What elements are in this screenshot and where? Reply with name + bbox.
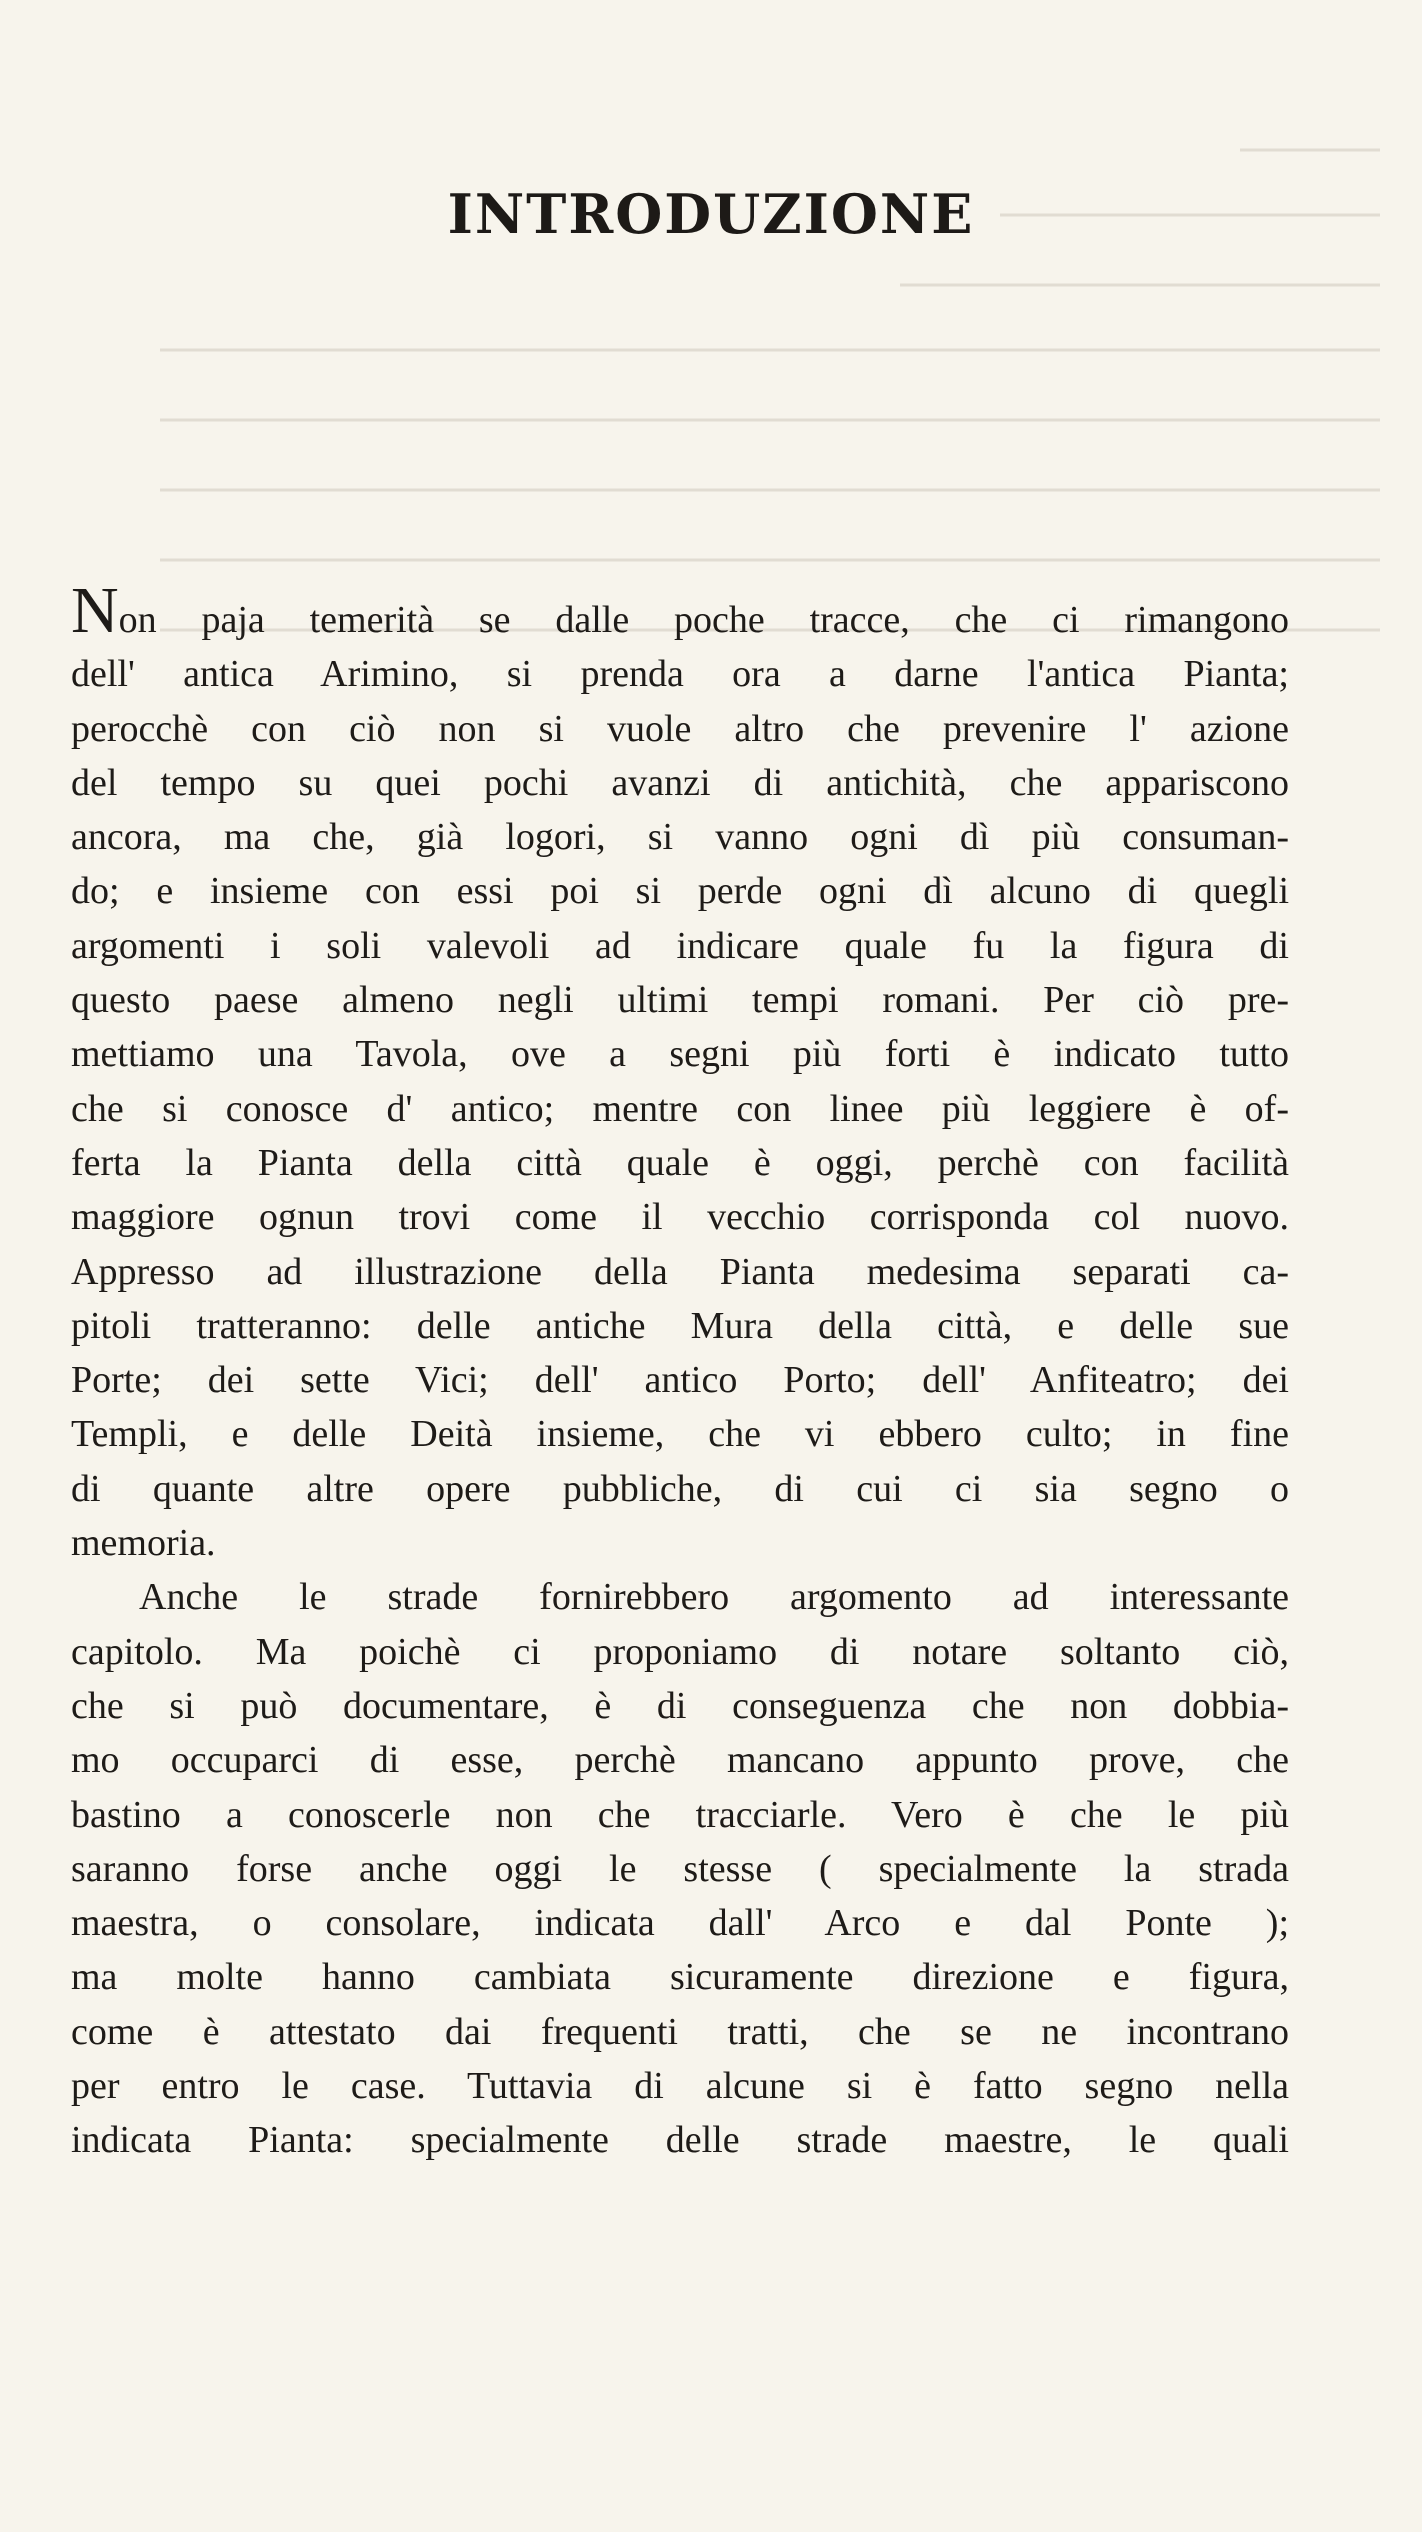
text-line: che si conosce d' antico; mentre con linee più leggiere è of- [71, 1087, 1289, 1130]
text-line: argomenti i soli valevoli ad indicare quale fu la figura di [71, 924, 1289, 967]
text-line: dell' antica Arimino, si prenda ora a darne l'antica Pianta; [71, 653, 1289, 696]
text-line: capitolo. Ma poichè ci proponiamo di notare soltanto ciò, [71, 1630, 1289, 1673]
text-line: maestra, o consolare, indicata dall' Arco e dal Ponte ); [71, 1902, 1289, 1945]
text-line: indicata Pianta: specialmente delle strade maestre, le quali [71, 2119, 1289, 2162]
text-line: Porte; dei sette Vici; dell' antico Porto; dell' Anfiteatro; dei [71, 1359, 1289, 1402]
text-line: ancora, ma che, già logori, si vanno ogni dì più consuman- [71, 816, 1289, 859]
text-line: do; e insieme con essi poi si perde ogni dì alcuno di quegli [71, 870, 1289, 913]
text-line: ferta la Pianta della città quale è oggi, perchè con facilità [71, 1141, 1289, 1184]
text-line: che si può documentare, è di conseguenza che non dobbia- [71, 1684, 1289, 1727]
page-title: INTRODUZIONE [447, 182, 975, 246]
text-line: Templi, e delle Deità insieme, che vi ebbero culto; in fine [71, 1413, 1289, 1456]
text-line: del tempo su quei pochi avanzi di antichità, che appariscono [71, 761, 1289, 804]
text-line: per entro le case. Tuttavia di alcune si è fatto segno nella [71, 2065, 1289, 2108]
text-line: bastino a conoscerle non che tracciarle. Vero è che le più [71, 1793, 1289, 1836]
text-line: maggiore ognun trovi come il vecchio corrisponda col nuovo. [71, 1196, 1289, 1239]
text-line: mettiamo una Tavola, ove a segni più forti è indicato tutto [71, 1033, 1289, 1076]
body-text [71, 574, 1289, 2168]
text-line: perocchè con ciò non si vuole altro che prevenire l' azione [71, 707, 1289, 750]
text-line: mo occuparci di esse, perchè mancano appunto prove, che [71, 1739, 1289, 1782]
text-line: Non paja temerità se dalle poche tracce, che ci rimangono [71, 574, 1289, 647]
text-line: Appresso ad illustrazione della Pianta medesima separati ca- [71, 1250, 1289, 1293]
text-line: ma molte hanno cambiata sicuramente direzione e figura, [71, 1956, 1289, 1999]
text-line: pitoli tratteranno: delle antiche Mura della città, e delle sue [71, 1304, 1289, 1347]
text-line: saranno forse anche oggi le stesse ( specialmente la strada [71, 1847, 1289, 1890]
drop-cap: N [71, 574, 119, 647]
text-line: questo paese almeno negli ultimi tempi romani. Per ciò pre- [71, 979, 1289, 1022]
text-line: memoria. [71, 1522, 216, 1565]
text-line: come è attestato dai frequenti tratti, che se ne incontrano [71, 2010, 1289, 2053]
text-line: Anche le strade fornirebbero argomento ad interessante [139, 1576, 1289, 1619]
text-line: di quante altre opere pubbliche, di cui ci sia segno o [71, 1467, 1289, 1510]
